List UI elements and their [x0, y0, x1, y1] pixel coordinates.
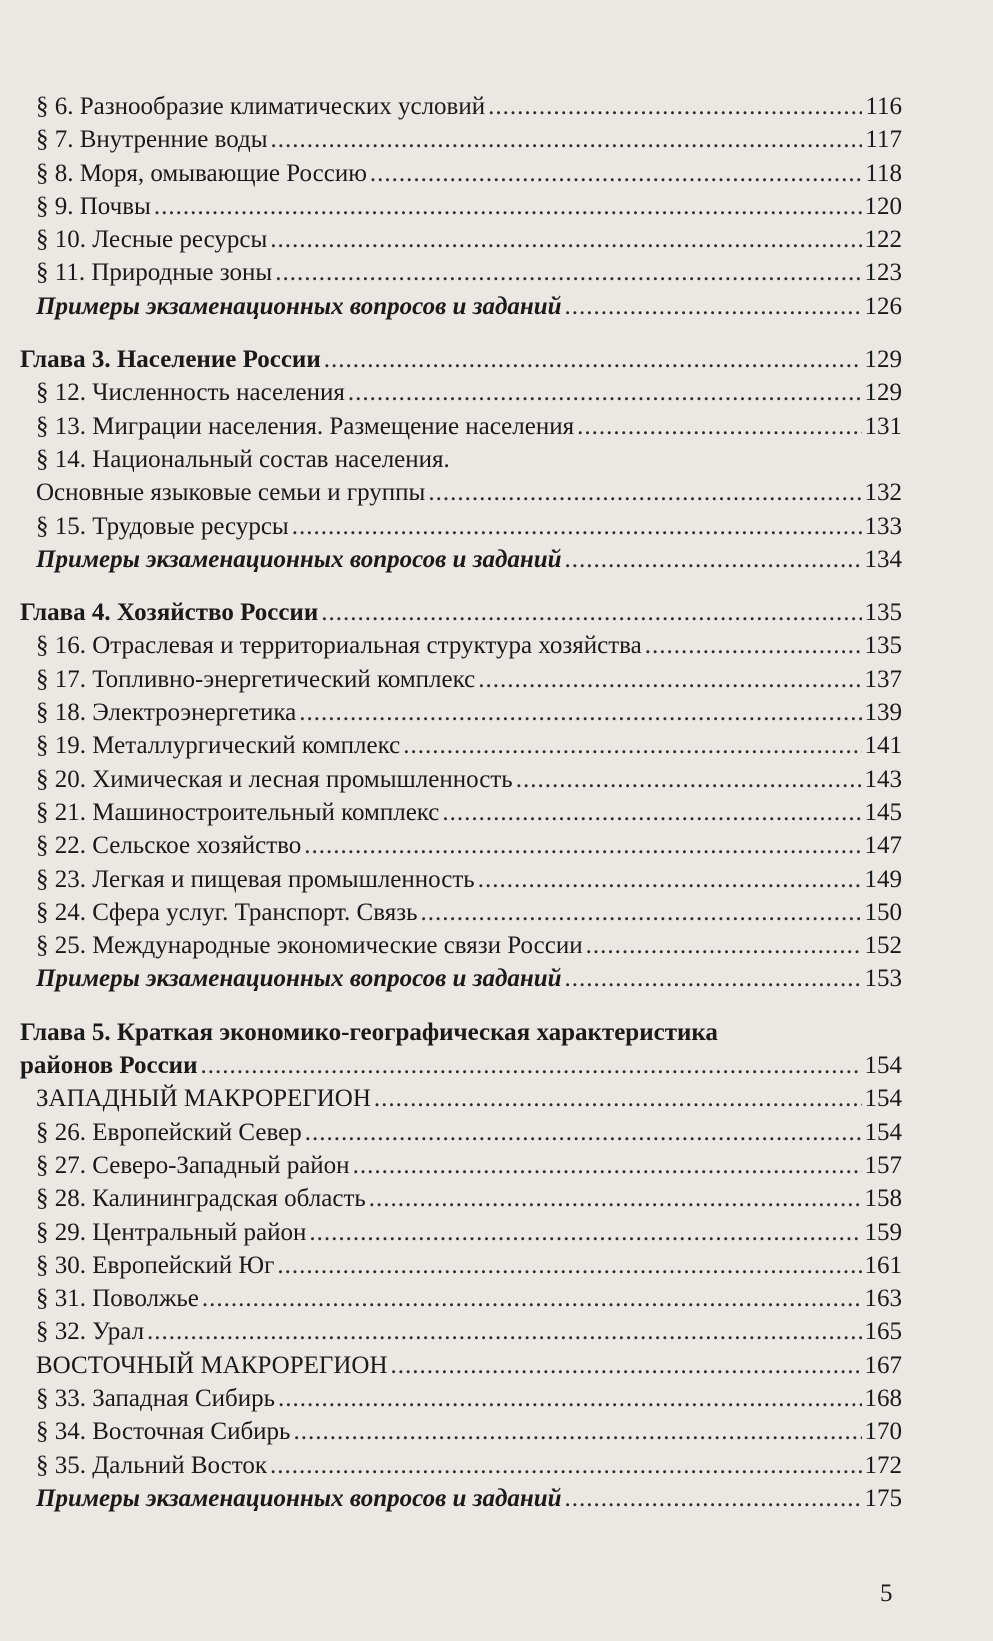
- toc-entry: [20, 896, 902, 929]
- toc-leader-dots: [292, 510, 862, 543]
- toc-leader-dots: [278, 1382, 861, 1415]
- toc-entry: [20, 123, 902, 156]
- toc-entry-page: 122: [864, 226, 902, 254]
- toc-entry-page: 154: [864, 1118, 902, 1146]
- toc-entry-page: 157: [864, 1151, 902, 1179]
- toc-entry-title: Примеры экзаменационных вопросов и заданий: [36, 1484, 562, 1512]
- toc-entry: [20, 1082, 902, 1115]
- toc-entry-title: § 11. Природные зоны: [36, 259, 273, 287]
- toc-entry-page: 143: [864, 765, 902, 793]
- toc-entry-page: 131: [864, 412, 902, 440]
- toc-entry: [20, 90, 902, 123]
- toc-entry-page: 126: [864, 292, 902, 320]
- toc-entry-title: § 6. Разнообразие климатических условий: [36, 93, 486, 120]
- toc-entry-title: § 32. Урал: [36, 1318, 145, 1346]
- toc-leader-dots: [304, 829, 861, 862]
- toc-leader-dots: [324, 343, 862, 376]
- toc-leader-dots: [353, 1149, 862, 1182]
- toc-entry-page: 149: [864, 865, 902, 893]
- toc-entry: [20, 929, 902, 962]
- toc-leader-dots: [374, 1082, 862, 1115]
- toc-entry-title: § 13. Миграции населения. Размещение населения: [36, 412, 575, 440]
- toc-leader-dots: [516, 763, 862, 796]
- toc-entry: [20, 1149, 902, 1182]
- toc-entry: [20, 1016, 902, 1049]
- toc-entry-title: Примеры экзаменационных вопросов и заданий: [36, 965, 562, 993]
- toc-leader-dots: [270, 1449, 861, 1482]
- toc-entry-page: 159: [864, 1218, 902, 1246]
- toc-leader-dots: [391, 1349, 862, 1382]
- toc-leader-dots: [277, 1249, 861, 1282]
- toc-entry: [20, 596, 902, 629]
- toc-entry-page: 129: [864, 379, 902, 407]
- toc-entry-page: 170: [864, 1418, 902, 1446]
- toc-entry: [20, 157, 902, 190]
- toc-leader-dots: [321, 596, 861, 629]
- toc-entry: [20, 1382, 902, 1415]
- toc-entry-title: § 16. Отраслевая и территориальная структура хозяйства: [36, 632, 642, 660]
- toc-entry: [20, 796, 902, 829]
- toc-leader-dots: [309, 1216, 861, 1249]
- toc-leader-dots: [428, 476, 861, 509]
- toc-entry: [20, 1315, 902, 1348]
- toc-entry: [20, 543, 902, 576]
- toc-entry: [20, 376, 902, 409]
- toc-entry-title: § 10. Лесные ресурсы: [36, 226, 268, 254]
- toc-entry-title: Примеры экзаменационных вопросов и заданий: [36, 545, 562, 573]
- toc-entry-page: 134: [864, 545, 902, 573]
- toc-entry: [20, 1116, 902, 1149]
- toc-entry-page: 117: [865, 126, 902, 154]
- toc-entry-page: 139: [864, 699, 902, 727]
- toc-entry-title: § 15. Трудовые ресурсы: [36, 512, 289, 540]
- toc-entry-page: 168: [864, 1384, 902, 1412]
- toc-leader-dots: [478, 663, 861, 696]
- toc-entry: [20, 1249, 902, 1282]
- toc-entry: [20, 223, 902, 256]
- toc-entry-title: Примеры экзаменационных вопросов и заданий: [36, 292, 562, 320]
- toc-entry-title: § 25. Международные экономические связи России: [36, 932, 583, 960]
- toc-leader-dots: [201, 1049, 862, 1082]
- toc-leader-dots: [147, 1315, 861, 1348]
- toc-entry: [20, 863, 902, 896]
- toc-entry: [20, 1482, 902, 1515]
- toc-entry-page: 132: [864, 479, 902, 507]
- toc-entry-title: районов России: [20, 1052, 198, 1080]
- toc-leader-dots: [369, 1182, 862, 1215]
- toc-entry-title: § 22. Сельское хозяйство: [36, 832, 302, 860]
- toc-leader-dots: [565, 1482, 862, 1515]
- toc-leader-dots: [565, 290, 862, 323]
- toc-entry-page: 135: [864, 599, 902, 627]
- toc-leader-dots: [577, 410, 861, 443]
- toc-entry: [20, 1449, 902, 1482]
- toc-entry-title: § 23. Легкая и пищевая промышленность: [36, 865, 475, 893]
- toc-entry-title: § 18. Электроэнергетика: [36, 699, 297, 727]
- toc-leader-dots: [305, 1116, 862, 1149]
- toc-leader-dots: [275, 256, 861, 289]
- toc-entry: [20, 510, 902, 543]
- toc-entry: [20, 443, 902, 476]
- toc-entry-page: 154: [864, 1052, 902, 1080]
- toc-entry-title: Глава 4. Хозяйство России: [20, 599, 319, 627]
- toc-entry-page: 154: [864, 1085, 902, 1113]
- toc-entry-title: § 28. Калининградская область: [36, 1185, 366, 1213]
- toc-entry: [20, 629, 902, 662]
- toc-entry: [20, 729, 902, 762]
- toc-entry: [20, 763, 902, 796]
- toc-entry-title: § 24. Сфера услуг. Транспорт. Связь: [36, 898, 418, 926]
- toc-entry: [20, 343, 902, 376]
- toc-entry-title: § 33. Западная Сибирь: [36, 1384, 276, 1412]
- toc-entry: [20, 829, 902, 862]
- toc-entry-title: ВОСТОЧНЫЙ МАКРОРЕГИОН: [36, 1351, 388, 1379]
- toc-entry: [20, 1349, 902, 1382]
- toc-entry: [20, 1049, 902, 1082]
- toc-entry-page: 123: [864, 259, 902, 287]
- toc-entry-page: 163: [864, 1285, 902, 1313]
- toc-leader-dots: [270, 223, 861, 256]
- toc-entry-title: § 21. Машиностроительный комплекс: [36, 798, 440, 826]
- toc-leader-dots: [293, 1415, 861, 1448]
- toc-entry-page: 165: [864, 1318, 902, 1346]
- toc-entry: [20, 190, 902, 223]
- toc-entry: [20, 962, 902, 995]
- toc-entry: [20, 1216, 902, 1249]
- toc-leader-dots: [565, 543, 862, 576]
- toc-entry-title: § 14. Национальный состав населения.: [36, 445, 450, 473]
- toc-entry-title: § 27. Северо-Западный район: [36, 1151, 350, 1179]
- toc-leader-dots: [154, 190, 862, 223]
- toc-entry: [20, 290, 902, 323]
- toc-entry-title: § 34. Восточная Сибирь: [36, 1418, 291, 1446]
- toc-leader-dots: [442, 796, 861, 829]
- toc-leader-dots: [488, 90, 862, 123]
- toc-entry-page: 120: [864, 192, 902, 220]
- toc-leader-dots: [478, 863, 862, 896]
- toc-entry-title: § 26. Европейский Север: [36, 1118, 302, 1146]
- toc-entry-page: 147: [864, 832, 902, 860]
- toc-leader-dots: [348, 376, 862, 409]
- page-number: 5: [880, 1580, 893, 1607]
- toc-entry-title: ЗАПАДНЫЙ МАКРОРЕГИОН: [36, 1085, 371, 1113]
- toc-entry: [20, 696, 902, 729]
- toc-entry-page: 167: [864, 1351, 902, 1379]
- toc-entry: [20, 1182, 902, 1215]
- toc-entry: [20, 410, 902, 443]
- toc-entry-title: § 8. Моря, омывающие Россию: [36, 159, 367, 187]
- toc-leader-dots: [420, 896, 861, 929]
- toc-entry-title: § 35. Дальний Восток: [36, 1451, 268, 1479]
- toc-entry-page: 137: [864, 665, 902, 693]
- toc-entry-title: § 30. Европейский Юг: [36, 1251, 275, 1279]
- toc-leader-dots: [565, 962, 862, 995]
- toc-entry-title: § 12. Численность населения: [36, 379, 345, 407]
- toc-entry-page: 145: [864, 798, 902, 826]
- toc-entry-title: Основные языковые семьи и группы: [36, 479, 426, 507]
- toc-entry-title: § 20. Химическая и лесная промышленность: [36, 765, 513, 793]
- toc-entry-page: 172: [864, 1451, 902, 1479]
- toc-entry-title: § 29. Центральный район: [36, 1218, 307, 1246]
- toc-entry-title: § 17. Топливно-энергетический комплекс: [36, 665, 476, 693]
- toc-entry: [20, 256, 902, 289]
- toc-entry-page: 152: [864, 932, 902, 960]
- toc-leader-dots: [403, 729, 861, 762]
- toc-leader-dots: [645, 629, 862, 662]
- toc-entry-page: 158: [864, 1185, 902, 1213]
- toc-entry-page: 135: [864, 632, 902, 660]
- toc-entry-title: § 7. Внутренние воды: [36, 126, 268, 154]
- toc-entry-title: Глава 3. Население России: [20, 346, 321, 374]
- toc-entry: [20, 1282, 902, 1315]
- toc-leader-dots: [586, 929, 862, 962]
- toc-leader-dots: [202, 1282, 862, 1315]
- toc-entry-title: Глава 5. Краткая экономико-географическая характеристика: [20, 1018, 718, 1046]
- toc-entry-page: 118: [865, 159, 902, 187]
- toc-entry-page: 150: [864, 898, 902, 926]
- toc-entry-title: § 31. Поволжье: [36, 1285, 199, 1313]
- toc-entry-page: 129: [864, 346, 902, 374]
- toc-leader-dots: [271, 123, 863, 156]
- toc-entry-page: 141: [864, 732, 902, 760]
- toc-entry-title: § 9. Почвы: [36, 192, 151, 220]
- toc-entry: [20, 663, 902, 696]
- toc-entry-page: 133: [864, 512, 902, 540]
- toc-entry-page: 153: [864, 965, 902, 993]
- toc-entry-page: 116: [865, 93, 902, 120]
- toc-entry-title: § 19. Металлургический комплекс: [36, 732, 401, 760]
- toc-entry: [20, 1415, 902, 1448]
- toc-entry: [20, 476, 902, 509]
- toc-entry-page: 175: [864, 1484, 902, 1512]
- toc-leader-dots: [370, 157, 863, 190]
- toc-leader-dots: [299, 696, 861, 729]
- toc-entry-page: 161: [864, 1251, 902, 1279]
- table-of-contents: [20, 90, 902, 1515]
